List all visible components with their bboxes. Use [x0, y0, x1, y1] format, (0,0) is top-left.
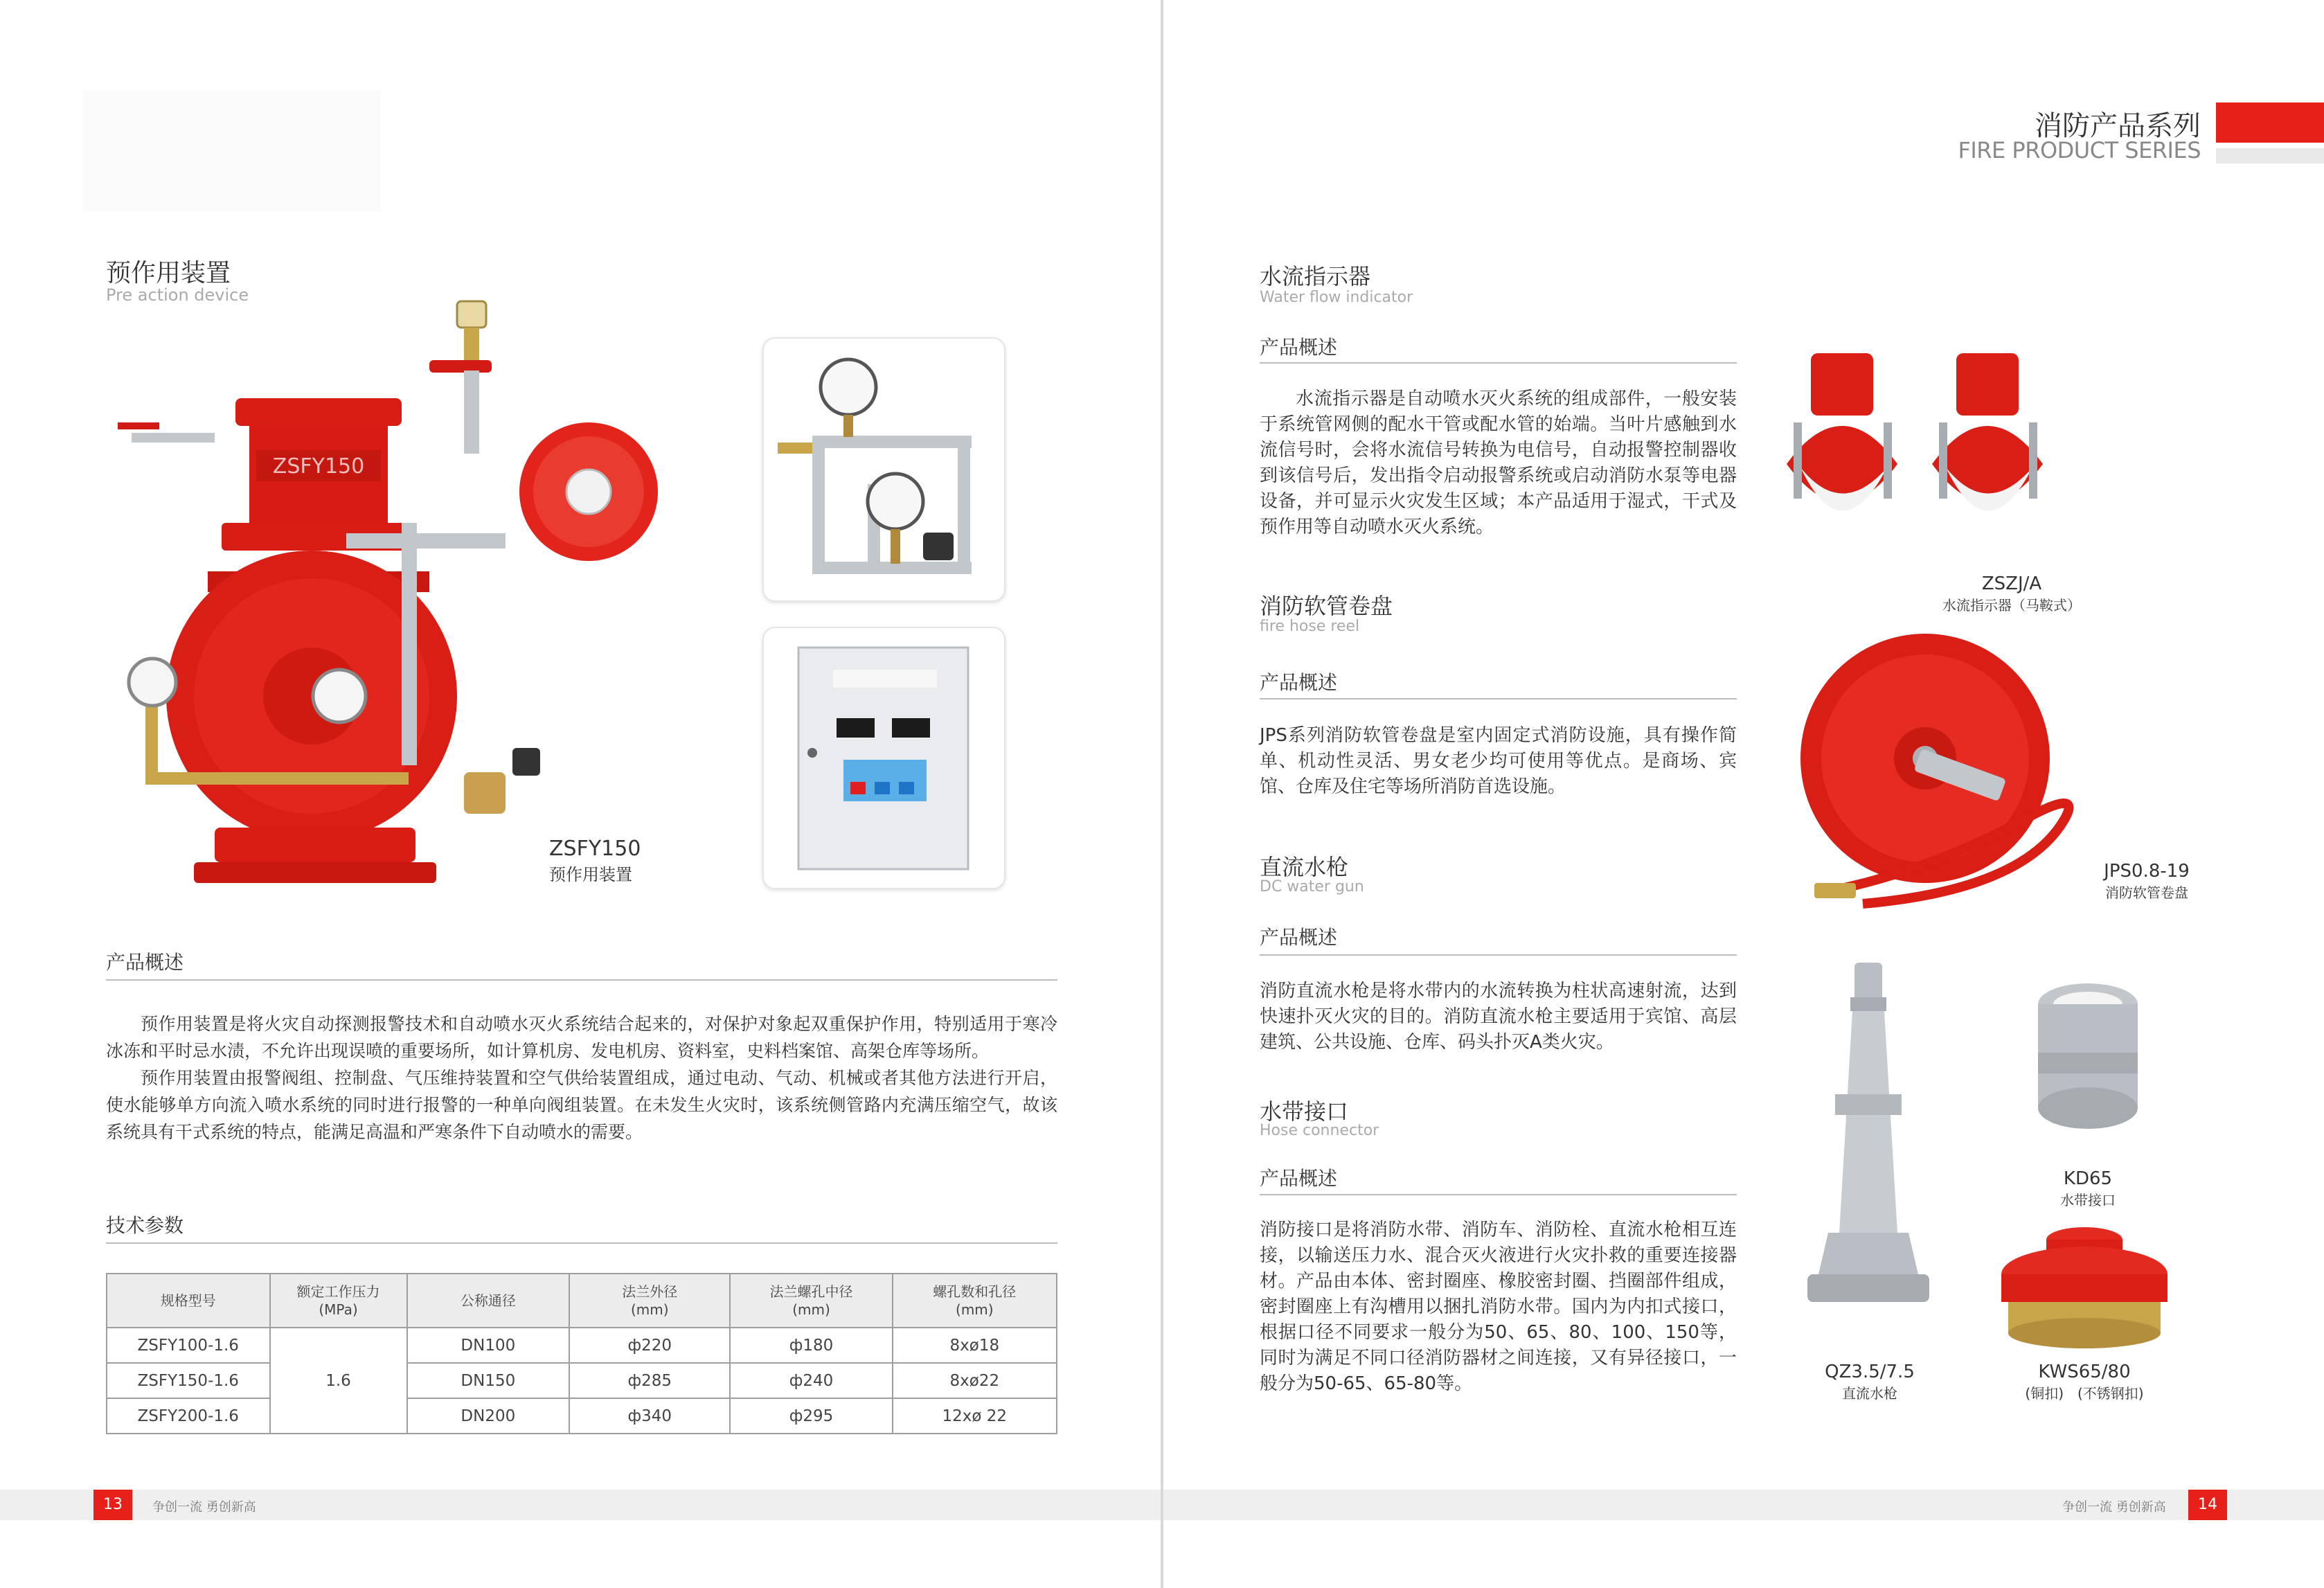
page-number-right: 14 [2188, 1490, 2227, 1520]
overview-heading-hose-connector: 产品概述 [1260, 1167, 1338, 1190]
spec-header-row [107, 1274, 1057, 1328]
cell-pcd: ф180 [730, 1328, 892, 1363]
hose-reel-image [1794, 627, 2091, 918]
text-hose-reel: JPS系列消防软管卷盘是室内固定式消防设施，具有操作简单、机动性灵活、男女老少均可使用等优点。是商场、宾馆、仓库及住宅等场所消防首选设施。 [1260, 725, 1737, 797]
cell-dn: DN200 [407, 1398, 570, 1434]
caption-model: ZSFY150 [549, 837, 641, 861]
rule-water-flow [1260, 362, 1737, 364]
kws65-connector-image [1994, 1219, 2174, 1357]
series-grey-tab [2216, 148, 2324, 163]
overview-text-left [106, 1010, 1057, 1145]
th-holes: 螺孔数和孔径 (mm) [893, 1274, 1057, 1328]
cell-pressure: 1.6 [270, 1328, 407, 1434]
title-water-gun: 直流水枪 [1260, 854, 1349, 880]
text-water-gun: 消防直流水枪是将水带内的水流转换为柱状高速射流，达到快速扑灭火灾的目的。消防直流水枪主要适用于宾馆、高层建筑、公共设施、仓库、码头扑灭A类火灾。 [1260, 981, 1737, 1053]
rule-hose-reel [1260, 698, 1737, 699]
cell-model: ZSFY150-1.6 [107, 1363, 270, 1398]
title-hose-reel: 消防软管卷盘 [1260, 593, 1393, 619]
cell-dn: DN150 [407, 1363, 570, 1398]
overview-paragraph-1: 预作用装置是将火灾自动探测报警技术和自动喷水灭火系统结合起来的，对保护对象起双重保护作用，特别适用于寒冷冰冻和平时忌水渍，不允许出现误喷的重要场所，如计算机房、发电机房、资料室，史料档案馆、高架仓库等场所。 [106, 1014, 1057, 1061]
cell-holes: 8xø22 [893, 1363, 1057, 1398]
water-flow-indicator-image [1773, 346, 2064, 568]
table-row [107, 1328, 1057, 1363]
kd65-connector-image [2019, 976, 2157, 1163]
th-pressure: 额定工作压力 (MPa) [270, 1274, 407, 1328]
water-gun-image [1787, 956, 1946, 1330]
gauge-assembly-card [762, 337, 1005, 602]
gauge-assembly-image [764, 339, 1004, 600]
footer-slogan-left: 争创一流 勇创新高 [152, 1500, 256, 1515]
series-subtitle: FIRE PRODUCT SERIES [1958, 137, 2201, 163]
cell-od: ф220 [569, 1328, 730, 1363]
caption-name: 预作用装置 [549, 865, 632, 884]
svg-text:ZSFY150: ZSFY150 [272, 454, 365, 479]
cell-od: ф285 [569, 1363, 730, 1398]
title-hose-connector: 水带接口 [1260, 1098, 1349, 1125]
th-pcd: 法兰螺孔中径 (mm) [730, 1274, 892, 1328]
rule-water-gun [1260, 954, 1737, 956]
table-row [107, 1363, 1057, 1398]
overview-heading-water-flow: 产品概述 [1260, 336, 1338, 359]
footer-slogan-right: 争创一流 勇创新高 [2062, 1500, 2166, 1515]
caption-kd65: KD65 水带接口 [2060, 1168, 2116, 1208]
logo-placeholder [83, 90, 381, 211]
th-dn: 公称通径 [407, 1274, 570, 1328]
caption-zsfy150 [549, 837, 641, 885]
section-subtitle-preaction: Pre action device [106, 285, 249, 305]
left-page [0, 0, 1161, 1588]
overview-heading-left: 产品概述 [106, 951, 184, 974]
overview-heading-water-gun: 产品概述 [1260, 926, 1338, 949]
cell-holes: 8xø18 [893, 1328, 1057, 1363]
cell-pcd: ф295 [730, 1398, 892, 1434]
overview-rule-left [106, 979, 1057, 981]
cell-pcd: ф240 [730, 1363, 892, 1398]
cell-dn: DN100 [407, 1328, 570, 1363]
title-water-flow: 水流指示器 [1260, 263, 1371, 289]
caption-hose-reel: JPS0.8-19 消防软管卷盘 [2104, 861, 2190, 901]
text-water-flow: 水流指示器是自动喷水灭火系统的组成部件，一般安装于系统管网侧的配水干管或配水管的始端。当叶片感触到水流信号时，会将水流信号转换为电信号，自动报警控制器收到该信号后，发出指令启动报警系统或启动消防水泵等电器设备，并可显示火灾发生区域；本产品适用于湿式，干式及预作用等自动喷水灭火系统。 [1260, 389, 1737, 537]
cell-od: ф340 [569, 1398, 730, 1434]
subtitle-hose-reel: fire hose reel [1260, 618, 1360, 635]
rule-hose-connector [1260, 1194, 1737, 1195]
cell-model: ZSFY100-1.6 [107, 1328, 270, 1363]
th-od: 法兰外径 (mm) [569, 1274, 730, 1328]
control-panel-image [764, 628, 1004, 888]
th-model: 规格型号 [107, 1274, 270, 1328]
section-title-preaction: 预作用装置 [106, 259, 231, 287]
subtitle-hose-connector: Hose connector [1260, 1122, 1379, 1139]
text-hose-connector: 消防接口是将消防水带、消防车、消防栓、直流水枪相互连接，以输送压力水、混合灭火液进行火灾扑救的重要连接器材。产品由本体、密封圈座、橡胶密封圈、挡圈部件组成，密封圈座上有沟槽用以捆扎消防水带。国内为内扣式接口，根据口径不同要求一般分为50、65、80、100、150等，同时为满足不同口径消防器材之间连接，又有异径接口，一般分为50-65、65-80等。 [1260, 1220, 1737, 1394]
control-panel-card [762, 627, 1005, 889]
right-page [1163, 0, 2324, 1588]
caption-water-gun: QZ3.5/7.5 直流水枪 [1825, 1362, 1915, 1402]
cell-holes: 12xø 22 [893, 1398, 1057, 1434]
subtitle-water-flow: Water flow indicator [1260, 289, 1413, 306]
tech-rule [106, 1242, 1057, 1244]
page-number-left: 13 [93, 1490, 132, 1520]
overview-paragraph-2: 预作用装置由报警阀组、控制盘、气压维持装置和空气供给装置组成，通过电动、气动、机械或者其他方法进行开启，使水能够单方向流入喷水系统的同时进行报警的一种单向阀组装置。在未发生火灾时，该系统侧管路内充满压缩空气，故该系统具有干式系统的特点，能满足高温和严寒条件下自动喷水的需要。 [106, 1068, 1057, 1142]
caption-water-flow: ZSZJ/A 水流指示器（马鞍式） [1942, 573, 2081, 614]
series-title: 消防产品系列 [2035, 110, 2201, 142]
tech-heading: 技术参数 [106, 1214, 184, 1237]
cell-model: ZSFY200-1.6 [107, 1398, 270, 1434]
spec-table [106, 1273, 1057, 1434]
overview-heading-hose-reel: 产品概述 [1260, 671, 1338, 694]
caption-kws65: KWS65/80 (铜扣) (不锈钢扣) [2025, 1362, 2144, 1402]
table-row [107, 1398, 1057, 1434]
series-red-tab [2216, 102, 2324, 143]
preaction-valve-image [118, 294, 665, 897]
subtitle-water-gun: DC water gun [1260, 878, 1364, 895]
